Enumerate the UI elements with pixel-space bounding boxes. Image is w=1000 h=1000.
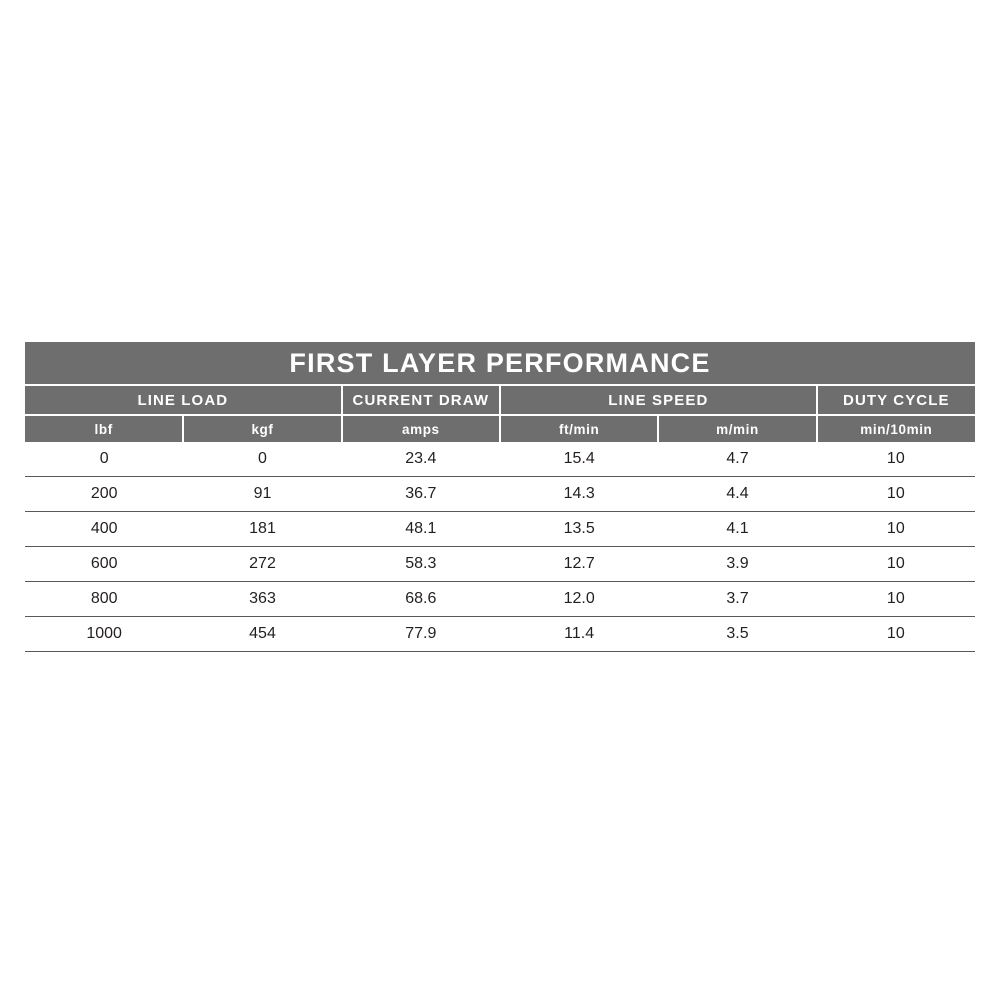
column-group-line-speed: LINE SPEED: [500, 385, 817, 415]
table-title-row: [25, 342, 975, 385]
performance-table-container: [25, 342, 975, 652]
cell-lbf: 1000: [25, 617, 183, 652]
cell-amps: 68.6: [342, 582, 500, 617]
cell-m-min: 3.9: [658, 547, 816, 582]
column-group-header-row: [25, 385, 975, 415]
cell-ft-min: 15.4: [500, 442, 658, 477]
cell-lbf: 800: [25, 582, 183, 617]
cell-amps: 58.3: [342, 547, 500, 582]
cell-kgf: 272: [183, 547, 341, 582]
cell-m-min: 3.7: [658, 582, 816, 617]
cell-lbf: 200: [25, 477, 183, 512]
unit-ft-min: ft/min: [500, 415, 658, 442]
cell-ft-min: 12.0: [500, 582, 658, 617]
unit-header-row: [25, 415, 975, 442]
cell-kgf: 181: [183, 512, 341, 547]
cell-m-min: 3.5: [658, 617, 816, 652]
cell-ft-min: 11.4: [500, 617, 658, 652]
table-row: [25, 617, 975, 652]
cell-lbf: 0: [25, 442, 183, 477]
cell-m-min: 4.4: [658, 477, 816, 512]
column-group-line-load: LINE LOAD: [25, 385, 342, 415]
cell-duty-cycle: 10: [817, 442, 975, 477]
cell-ft-min: 14.3: [500, 477, 658, 512]
cell-duty-cycle: 10: [817, 582, 975, 617]
cell-ft-min: 12.7: [500, 547, 658, 582]
cell-lbf: 400: [25, 512, 183, 547]
cell-duty-cycle: 10: [817, 617, 975, 652]
cell-amps: 77.9: [342, 617, 500, 652]
table-row: [25, 477, 975, 512]
table-row: [25, 512, 975, 547]
cell-amps: 48.1: [342, 512, 500, 547]
column-group-duty-cycle: DUTY CYCLE: [817, 385, 975, 415]
table-row: [25, 442, 975, 477]
unit-m-min: m/min: [658, 415, 816, 442]
cell-duty-cycle: 10: [817, 477, 975, 512]
performance-table: [25, 342, 975, 652]
cell-duty-cycle: 10: [817, 512, 975, 547]
unit-kgf: kgf: [183, 415, 341, 442]
cell-kgf: 91: [183, 477, 341, 512]
cell-kgf: 363: [183, 582, 341, 617]
column-group-current-draw: CURRENT DRAW: [342, 385, 500, 415]
table-row: [25, 547, 975, 582]
unit-min-10min: min/10min: [817, 415, 975, 442]
table-row: [25, 582, 975, 617]
cell-kgf: 454: [183, 617, 341, 652]
cell-ft-min: 13.5: [500, 512, 658, 547]
cell-duty-cycle: 10: [817, 547, 975, 582]
unit-amps: amps: [342, 415, 500, 442]
cell-m-min: 4.1: [658, 512, 816, 547]
cell-lbf: 600: [25, 547, 183, 582]
cell-amps: 36.7: [342, 477, 500, 512]
cell-amps: 23.4: [342, 442, 500, 477]
cell-kgf: 0: [183, 442, 341, 477]
unit-lbf: lbf: [25, 415, 183, 442]
cell-m-min: 4.7: [658, 442, 816, 477]
table-title: FIRST LAYER PERFORMANCE: [25, 342, 975, 385]
